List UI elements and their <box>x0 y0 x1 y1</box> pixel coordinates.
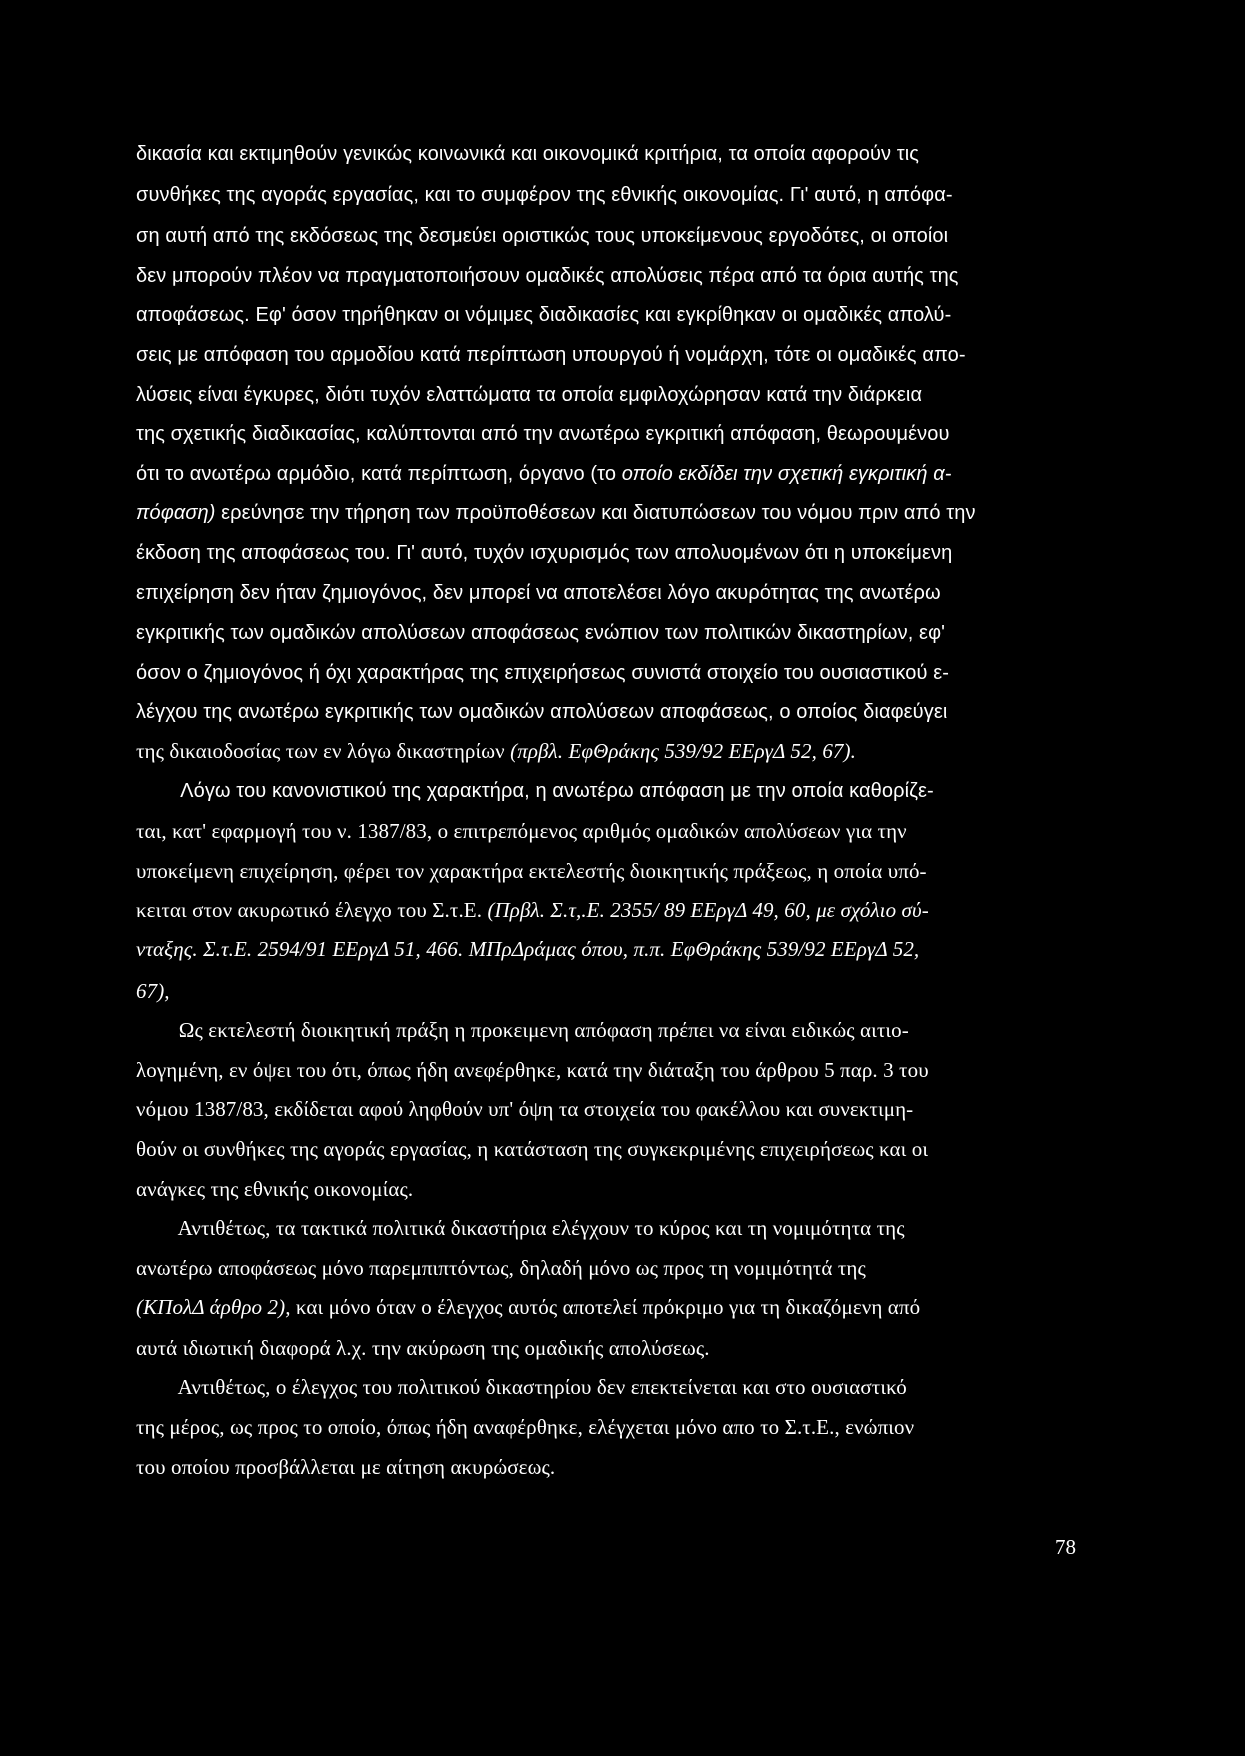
text-line <box>136 777 1076 805</box>
text-segment: όσον ο ζημιογόνος ή όχι χαρακτήρας της επιχειρήσεως συνιστά στοιχείο του ουσιαστικού ε- <box>136 662 949 684</box>
text-line <box>136 420 1076 448</box>
text-line <box>136 499 1076 527</box>
text-segment: αυτά ιδιωτική διαφορά λ.χ. την ακύρωση της ομαδικής απολύσεως. <box>136 1336 710 1360</box>
text-line <box>136 181 1076 209</box>
text-line <box>136 140 1076 168</box>
text-line <box>136 1135 1076 1164</box>
text-line <box>136 341 1076 369</box>
text-segment: σεις με απόφαση του αρμοδίου κατά περίπτωση υπουργού ή νομάρχη, τότε οι ομαδικές απο- <box>136 344 966 366</box>
text-segment: Ως εκτελεστή διοικητική πράξη η προκειμενη απόφαση πρέπει να είναι ειδικώς αιτιο- <box>136 1018 909 1042</box>
text-line <box>136 222 1076 250</box>
text-line <box>136 1095 1076 1124</box>
italic-text-segment: (πρβλ. ΕφΘράκης 539/92 ΕΕργΔ 52, 67). <box>510 739 856 763</box>
text-line <box>136 619 1076 647</box>
text-line <box>136 1293 1076 1322</box>
italic-text-segment: (Πρβλ. Σ.τ,.Ε. 2355/ 89 ΕΕργΔ 49, 60, με σχόλιο σύ- <box>487 898 929 922</box>
text-segment: του οποίου προσβάλλεται με αίτηση ακυρώσεως. <box>136 1455 556 1479</box>
text-segment: νόμου 1387/83, εκδίδεται αφού ληφθούν υπ' όψη τα στοιχεία του φακέλλου και συνεκτιμη- <box>136 1097 914 1121</box>
text-segment: δικασία και εκτιμηθούν γενικώς κοινωνικά και οικονομικά κριτήρια, τα οποία αφορούν τις <box>136 143 920 165</box>
text-line <box>136 1214 1076 1243</box>
text-line <box>136 1016 1076 1045</box>
text-line <box>136 817 1076 846</box>
text-line <box>136 539 1076 567</box>
text-segment: Λόγω του κανονιστικού της χαρακτήρα, η ανωτέρω απόφαση με την οποία καθορίζε- <box>136 780 934 802</box>
text-segment: λογημένη, εν όψει του ότι, όπως ήδη ανεφέρθηκε, κατά την διάταξη του άρθρου 5 παρ. 3 του <box>136 1058 929 1082</box>
text-line <box>136 1254 1076 1283</box>
text-segment: της σχετικής διαδικασίας, καλύπτονται από την ανωτέρω εγκριτική απόφαση, θεωρουμένου <box>136 423 950 445</box>
text-segment: ανωτέρω αποφάσεως μόνο παρεμπιπτόντως, δηλαδή μόνο ως προς τη νομιμότητά της <box>136 1256 866 1280</box>
text-line <box>136 1056 1076 1085</box>
text-line <box>136 460 1076 488</box>
text-segment: ση αυτή από της εκδόσεως της δεσμεύει οριστικώς τους υποκείμενους εργοδότες, οι οποίοι <box>136 225 949 247</box>
text-line <box>136 1373 1076 1402</box>
text-line <box>136 1413 1076 1442</box>
text-line <box>136 737 1076 766</box>
text-segment: επιχείρηση δεν ήταν ζημιογόνος, δεν μπορεί να αποτελέσει λόγο ακυρότητας της ανωτέρω <box>136 582 941 604</box>
italic-text-segment: 67), <box>136 979 170 1003</box>
text-line <box>136 381 1076 409</box>
text-segment: και μόνο όταν ο έλεγχος αυτός αποτελεί πρόκριμο για τη δικαζόμενη από <box>290 1295 921 1319</box>
text-segment: υποκείμενη επιχείρηση, φέρει τον χαρακτήρα εκτελεστής διοικητικής πράξεως, η οποία υπό- <box>136 859 927 883</box>
text-segment: έκδοση της αποφάσεως του. Γι' αυτό, τυχόν ισχυρισμός των απολυομένων ότι η υποκείμενη <box>136 542 953 564</box>
text-line <box>136 1334 1076 1363</box>
text-line <box>136 262 1076 290</box>
text-line <box>136 579 1076 607</box>
text-line <box>136 1175 1076 1204</box>
text-segment: ερεύνησε την τήρηση των προϋποθέσεων και διατυπώσεων του νόμου πριν από την <box>215 502 976 524</box>
text-line <box>136 977 1076 1006</box>
text-line <box>136 935 1076 964</box>
text-line <box>136 1453 1076 1482</box>
text-line <box>136 896 1076 925</box>
italic-text-segment: νταξης. Σ.τ.Ε. 2594/91 ΕΕργΔ 51, 466. ΜΠρΔράμας όπου, π.π. ΕφΘράκης 539/92 ΕΕργΔ 52, <box>136 937 920 961</box>
text-segment: ται, κατ' εφαρμογή του ν. 1387/83, ο επιτρεπόμενος αριθμός ομαδικών απολύσεων για την <box>136 819 907 843</box>
text-segment: Αντιθέτως, ο έλεγχος του πολιτικού δικαστηρίου δεν επεκτείνεται και στο ουσιαστικό <box>136 1375 907 1399</box>
italic-text-segment: πόφαση) <box>136 502 216 524</box>
text-line <box>136 659 1076 687</box>
italic-text-segment: (ΚΠολΔ άρθρο 2), <box>136 1295 291 1319</box>
text-line <box>136 301 1076 329</box>
text-segment: δεν μπορούν πλέον να πραγματοποιήσουν ομαδικές απολύσεις πέρα από τα όρια αυτής της <box>136 265 959 287</box>
italic-text-segment: οποίο εκδίδει την σχετική εγκριτική α- <box>621 463 952 485</box>
text-segment: ανάγκες της εθνικής οικονομίας. <box>136 1177 414 1201</box>
text-segment: θούν οι συνθήκες της αγοράς εργασίας, η κατάσταση της συγκεκριμένης επιχειρήσεως και οι <box>136 1137 929 1161</box>
text-line <box>136 698 1076 726</box>
page-number: 78 <box>1055 1535 1076 1559</box>
text-segment: εγκριτικής των ομαδικών απολύσεων αποφάσεως ενώπιον των πολιτικών δικαστηρίων, εφ' <box>136 622 946 644</box>
text-segment: κειται στον ακυρωτικό έλεγχο του Σ.τ.Ε. <box>136 898 488 922</box>
text-segment: της μέρος, ως προς το οποίο, όπως ήδη αναφέρθηκε, ελέγχεται μόνο απο το Σ.τ.Ε., ενώπιον <box>136 1415 915 1439</box>
text-segment: της δικαιοδοσίας των εν λόγω δικαστηρίων <box>136 739 511 763</box>
text-segment: λέγχου της ανωτέρω εγκριτικής των ομαδικών απολύσεων αποφάσεως, ο οποίος διαφεύγει <box>136 701 948 723</box>
text-segment: Αντιθέτως, τα τακτικά πολιτικά δικαστήρια ελέγχουν το κύρος και τη νομιμότητα της <box>136 1216 905 1240</box>
text-segment: αποφάσεως. Εφ' όσον τηρήθηκαν οι νόμιμες διαδικασίες και εγκρίθηκαν οι ομαδικές απολύ- <box>136 304 952 326</box>
text-segment: συνθήκες της αγοράς εργασίας, και το συμφέρον της εθνικής οικονομίας. Γι' αυτό, η απόφα- <box>136 184 953 206</box>
text-line <box>136 857 1076 886</box>
text-segment: λύσεις είναι έγκυρες, διότι τυχόν ελαττώματα τα οποία εμφιλοχώρησαν κατά την διάρκεια <box>136 384 923 406</box>
text-segment: ότι το ανωτέρω αρμόδιο, κατά περίπτωση, όργανο (το <box>136 463 622 485</box>
